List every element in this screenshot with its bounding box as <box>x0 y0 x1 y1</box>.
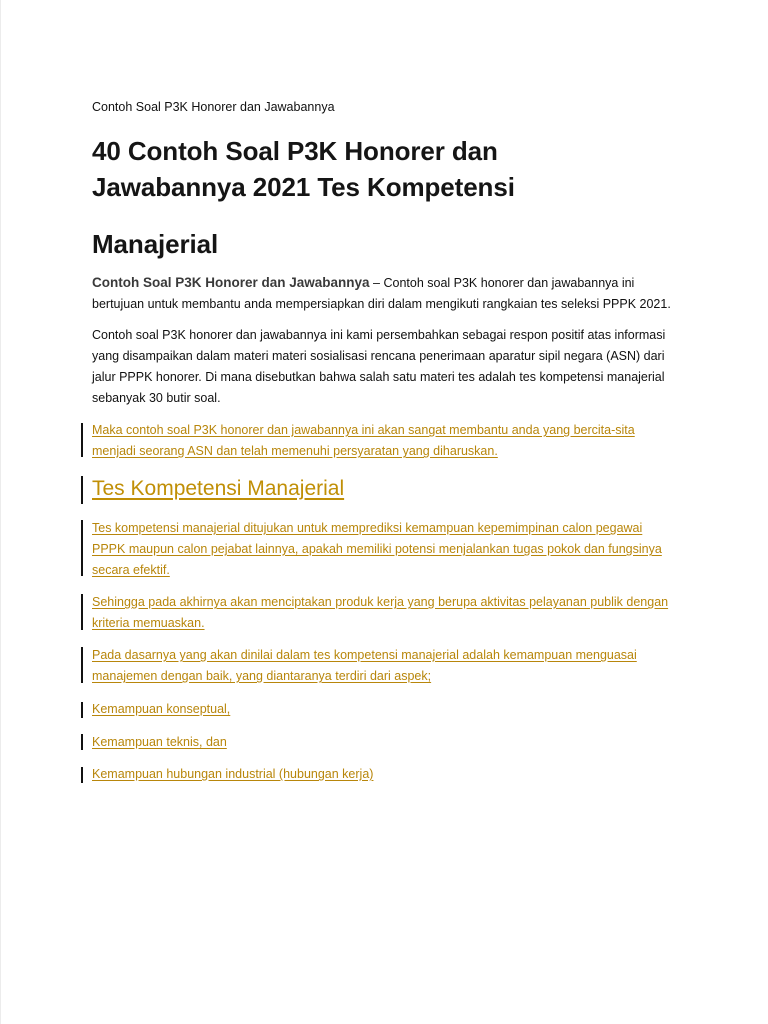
change-bar <box>81 647 83 683</box>
title-line-1: 40 Contoh Soal P3K Honorer dan <box>92 136 498 166</box>
intro-bold-lead: Contoh Soal P3K Honorer dan Jawabannya <box>92 275 370 290</box>
aspect-label[interactable]: Kemampuan hubungan industrial (hubungan kerja) <box>92 767 374 781</box>
change-bar <box>81 767 83 783</box>
link-paragraph-aspects-intro[interactable] <box>92 645 692 687</box>
section-heading-tes-kompetensi[interactable]: Tes Kompetensi Manajerial <box>92 477 345 500</box>
link-line[interactable]: Maka contoh soal P3K honorer dan jawabannya ini akan sangat membantu anda yang bercita-sita <box>92 423 635 437</box>
change-bar <box>81 594 83 630</box>
link-line[interactable]: PPPK maupun calon pejabat lainnya, apakah memiliki potensi menjalankan tugas pokok dan fungsinya <box>92 542 662 556</box>
running-head: Contoh Soal P3K Honorer dan Jawabannya <box>92 100 335 114</box>
link-line[interactable]: secara efektif. <box>92 563 170 577</box>
paragraph-line: Contoh soal P3K honorer dan jawabannya ini kami persembahkan sebagai respon positif atas informasi <box>92 328 666 342</box>
link-line[interactable]: Sehingga pada akhirnya akan menciptakan produk kerja yang berupa aktivitas pelayanan publik dengan <box>92 595 669 609</box>
intro-line-2: bertujuan untuk membantu anda mempersiapkan diri dalam mengikuti rangkaian tes seleksi PPPK 2021. <box>92 297 671 311</box>
aspect-item-konseptual[interactable] <box>92 699 692 720</box>
change-bar <box>81 520 83 576</box>
aspect-label[interactable]: Kemampuan konseptual, <box>92 702 231 716</box>
title-line-2: Jawabannya 2021 Tes Kompetensi <box>92 172 515 202</box>
intro-line-1: – Contoh soal P3K honorer dan jawabannya ini <box>369 276 635 290</box>
link-paragraph-asn[interactable] <box>92 420 692 462</box>
paragraph-line: sebanyak 30 butir soal. <box>92 391 221 405</box>
change-bar <box>81 476 83 504</box>
link-line[interactable]: kriteria memuaskan. <box>92 616 205 630</box>
link-paragraph-definition[interactable] <box>92 518 692 581</box>
paragraph-asn-info <box>92 325 692 409</box>
link-paragraph-result[interactable] <box>92 592 692 634</box>
title-line-3: Manajerial <box>92 229 219 259</box>
change-bar <box>81 702 83 718</box>
change-bar <box>81 423 83 457</box>
paragraph-line: jalur PPPK honorer. Di mana disebutkan bahwa salah satu materi tes adalah tes kompetensi manajerial <box>92 370 665 384</box>
link-line[interactable]: manajemen dengan baik, yang diantaranya terdiri dari aspek; <box>92 669 432 683</box>
intro-paragraph <box>92 272 692 315</box>
link-line[interactable]: menjadi seorang ASN dan telah memenuhi persyaratan yang diharuskan. <box>92 444 498 458</box>
aspect-label[interactable]: Kemampuan teknis, dan <box>92 735 227 749</box>
link-line[interactable]: Pada dasarnya yang akan dinilai dalam tes kompetensi manajerial adalah kemampuan menguasai <box>92 648 637 662</box>
change-bar <box>81 734 83 750</box>
paragraph-line: yang disampaikan dalam materi materi sosialisasi rencana penerimaan aparatur sipil negara (ASN) dari <box>92 349 665 363</box>
link-line[interactable]: Tes kompetensi manajerial ditujukan untuk memprediksi kemampuan kepemimpinan calon pegawai <box>92 521 643 535</box>
aspect-item-teknis[interactable] <box>92 732 692 753</box>
aspect-item-hubungan-industrial[interactable] <box>92 764 692 785</box>
